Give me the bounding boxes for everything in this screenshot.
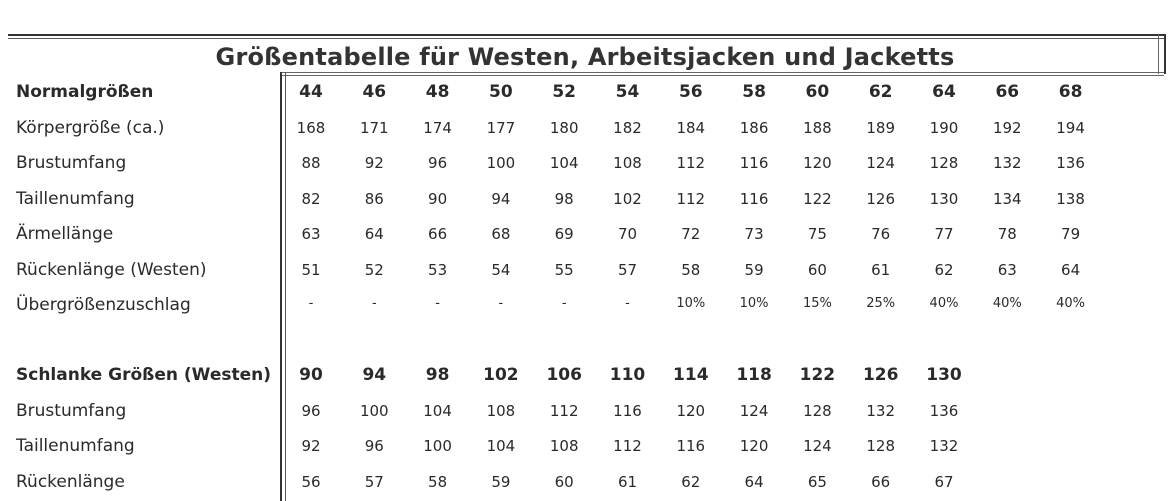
table-cell: 194 xyxy=(1056,118,1085,137)
table-cell: 104 xyxy=(549,154,579,172)
size-header-cell: 48 xyxy=(425,82,450,102)
table-cell: 66 xyxy=(871,472,891,491)
size-header-cell: 114 xyxy=(673,365,709,385)
table-cell: 57 xyxy=(364,472,384,491)
table-cell: 67 xyxy=(934,472,954,491)
table-cell: 78 xyxy=(997,225,1017,243)
table-cell: 79 xyxy=(1061,225,1081,243)
size-header-cell: 64 xyxy=(932,82,956,102)
table-cell: 132 xyxy=(929,437,959,455)
size-header-cell: 50 xyxy=(489,82,513,102)
table-cell: 82 xyxy=(301,189,321,208)
table-cell: 40% xyxy=(992,296,1022,311)
size-header-cell: 56 xyxy=(678,82,703,102)
table-cell: 124 xyxy=(739,401,769,420)
row-label: Übergrößenzuschlag xyxy=(16,295,191,315)
table-cell: 70 xyxy=(617,225,638,243)
table-cell: 112 xyxy=(613,437,642,455)
row-label: Rückenlänge xyxy=(16,471,125,492)
table-cell: 112 xyxy=(549,401,579,420)
table-cell: 68 xyxy=(491,225,511,243)
table-cell: - xyxy=(561,296,567,311)
table-cell: 136 xyxy=(929,401,959,420)
size-header-cell: 58 xyxy=(742,82,766,102)
table-cell: 100 xyxy=(359,401,389,420)
table-cell: 190 xyxy=(929,118,959,137)
table-cell: 136 xyxy=(1056,154,1085,172)
table-cell: 92 xyxy=(301,437,321,455)
table-cell: - xyxy=(498,296,504,311)
table-cell: 58 xyxy=(428,472,448,491)
table-cell: 134 xyxy=(992,189,1022,208)
table-cell: 108 xyxy=(549,437,579,455)
size-header-cell: 44 xyxy=(299,82,323,102)
table-cell: 100 xyxy=(423,437,452,455)
table-cell: 182 xyxy=(613,118,642,137)
size-header-cell: 130 xyxy=(926,365,962,385)
table-cell: 76 xyxy=(871,225,891,243)
table-cell: 132 xyxy=(866,401,895,420)
table-cell: 98 xyxy=(554,189,574,208)
table-cell: 186 xyxy=(739,118,769,137)
table-cell: 104 xyxy=(486,437,516,455)
table-cell: 100 xyxy=(486,154,516,172)
row-label: Brustumfang xyxy=(16,153,127,173)
table-cell: 132 xyxy=(992,154,1022,172)
table-cell: 54 xyxy=(491,260,511,279)
table-cell: 92 xyxy=(364,154,384,172)
size-header-cell: 106 xyxy=(546,365,582,385)
table-cell: 52 xyxy=(364,260,384,279)
table-cell: 120 xyxy=(739,437,769,455)
size-header-cell: 62 xyxy=(868,82,893,102)
table-cell: 69 xyxy=(554,225,574,243)
table-cell: 184 xyxy=(676,118,706,137)
table-cell: 174 xyxy=(423,118,452,137)
table-cell: 63 xyxy=(301,225,321,243)
table-cell: 63 xyxy=(997,260,1017,279)
table-cell: 90 xyxy=(428,189,448,208)
row-label: Brustumfang xyxy=(16,400,127,421)
table-cell: 62 xyxy=(681,472,701,491)
table-cell: 25% xyxy=(866,296,896,311)
table-cell: 102 xyxy=(613,189,642,208)
section-header-label: Normalgrößen xyxy=(16,82,154,102)
table-cell: 108 xyxy=(486,401,516,420)
table-cell: 66 xyxy=(428,225,448,243)
table-cell: 94 xyxy=(491,189,511,208)
table-cell: 59 xyxy=(491,472,511,491)
table-title: Größentabelle für Westen, Arbeitsjacken und Jacketts xyxy=(215,43,955,71)
table-cell: 128 xyxy=(929,154,959,172)
table-cell: 65 xyxy=(807,472,827,491)
table-cell: 130 xyxy=(929,189,959,208)
size-header-cell: 118 xyxy=(736,365,772,385)
size-header-cell: 46 xyxy=(362,82,387,102)
table-cell: 73 xyxy=(744,225,764,243)
size-header-cell: 60 xyxy=(805,82,830,102)
table-cell: 60 xyxy=(554,472,574,491)
table-cell: 64 xyxy=(364,225,384,243)
table-cell: 112 xyxy=(676,154,706,172)
table-cell: 53 xyxy=(428,260,448,279)
row-label: Taillenumfang xyxy=(16,188,135,209)
table-cell: 86 xyxy=(364,189,384,208)
table-cell: 104 xyxy=(423,401,452,420)
table-cell: 61 xyxy=(871,260,891,279)
table-cell: 128 xyxy=(803,401,832,420)
table-cell: - xyxy=(371,296,377,311)
table-cell: 64 xyxy=(1061,260,1081,279)
table-cell: 72 xyxy=(681,225,701,243)
table-cell: 10% xyxy=(739,296,769,311)
table-cell: 108 xyxy=(613,154,642,172)
table-cell: 124 xyxy=(803,437,832,455)
table-cell: 60 xyxy=(807,260,827,279)
table-cell: 124 xyxy=(866,154,895,172)
table-cell: 75 xyxy=(807,225,827,243)
size-header-cell: 98 xyxy=(425,365,450,385)
table-cell: 120 xyxy=(803,154,832,172)
table-cell: 96 xyxy=(428,154,448,172)
table-cell: 59 xyxy=(744,260,764,279)
table-cell: 40% xyxy=(1056,296,1086,311)
table-top-border xyxy=(8,34,1166,39)
table-cell: 77 xyxy=(934,225,954,243)
table-cell: 56 xyxy=(301,472,321,491)
table-cell: 116 xyxy=(613,401,642,420)
table-cell: 188 xyxy=(803,118,832,137)
section-header-label: Schlanke Größen (Westen) xyxy=(16,365,272,385)
table-cell: 64 xyxy=(744,472,764,491)
table-cell: 192 xyxy=(992,118,1022,137)
table-cell: 116 xyxy=(739,154,769,172)
row-label: Rückenlänge (Westen) xyxy=(16,259,207,280)
title-underline xyxy=(280,72,1164,76)
table-cell: - xyxy=(625,296,630,311)
table-cell: 120 xyxy=(676,401,706,420)
size-header-cell: 110 xyxy=(609,365,646,385)
table-cell: 171 xyxy=(359,118,389,137)
table-cell: 15% xyxy=(802,296,832,311)
table-cell: 62 xyxy=(934,260,954,279)
size-header-cell: 102 xyxy=(483,365,519,385)
size-header-cell: 90 xyxy=(299,365,323,385)
size-header-cell: 66 xyxy=(995,82,1020,102)
table-cell: 126 xyxy=(866,189,895,208)
table-cell: 128 xyxy=(866,437,895,455)
table-cell: 88 xyxy=(301,154,321,172)
table-cell: 55 xyxy=(554,260,574,279)
table-cell: 61 xyxy=(617,472,638,491)
size-header-cell: 54 xyxy=(615,82,640,102)
row-label: Körpergröße (ca.) xyxy=(16,117,165,138)
row-label: Ärmellänge xyxy=(16,224,114,244)
table-cell: 116 xyxy=(739,189,769,208)
table-cell: 189 xyxy=(866,118,895,137)
table-cell: 57 xyxy=(617,260,638,279)
size-header-cell: 68 xyxy=(1058,82,1083,102)
table-cell: 138 xyxy=(1056,189,1085,208)
table-cell: - xyxy=(435,296,440,311)
table-cell: 40% xyxy=(929,296,959,311)
size-header-cell: 126 xyxy=(862,365,899,385)
table-cell: 51 xyxy=(301,260,321,279)
table-cell: 96 xyxy=(364,437,384,455)
table-cell: 96 xyxy=(301,401,321,420)
table-cell: 112 xyxy=(676,189,706,208)
size-header-cell: 94 xyxy=(362,365,387,385)
table-cell: 10% xyxy=(676,296,706,311)
table-cell: 116 xyxy=(676,437,706,455)
table-cell: 177 xyxy=(486,118,516,137)
row-label: Taillenumfang xyxy=(16,436,135,456)
table-cell: 122 xyxy=(803,189,832,208)
table-cell: 58 xyxy=(681,260,701,279)
table-cell: - xyxy=(308,296,314,311)
size-header-cell: 52 xyxy=(552,82,577,102)
size-header-cell: 122 xyxy=(799,365,836,385)
table-cell: 168 xyxy=(296,118,326,137)
table-cell: 180 xyxy=(549,118,579,137)
